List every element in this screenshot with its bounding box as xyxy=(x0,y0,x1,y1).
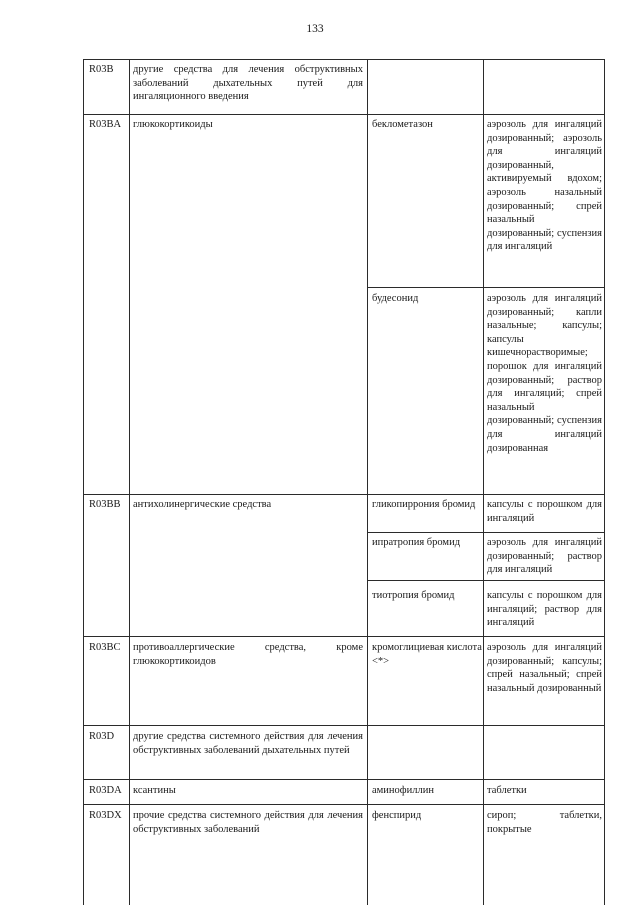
drug-name: аминофиллин xyxy=(372,785,434,796)
drug-table xyxy=(83,59,605,905)
row-divider xyxy=(367,580,605,581)
row-divider xyxy=(83,779,605,780)
row-divider xyxy=(83,114,605,115)
drug-name: тиотропия бромид xyxy=(372,590,455,601)
drug-name: фенспирид xyxy=(372,810,422,821)
dosage-forms: капсулы с порошком для ингаляций xyxy=(487,499,602,524)
page-number: 133 xyxy=(306,23,324,35)
row-divider xyxy=(83,725,605,726)
group-description: ксантины xyxy=(133,785,176,796)
dosage-forms: аэрозоль для ингаляций дозированный; капсулы; спрей назальный; спрей назальный дозированный xyxy=(487,642,602,694)
row-divider xyxy=(83,636,605,637)
group-description: другие средства для лечения обструктивных заболеваний дыхательных путей для ингаляционного введения xyxy=(133,64,363,103)
group-description: глюкокортикоиды xyxy=(133,119,213,130)
atc-code: R03BA xyxy=(89,119,122,130)
drug-name: беклометазон xyxy=(372,119,433,130)
group-description: прочие средства системного действия для лечения обструктивных заболеваний xyxy=(133,810,363,835)
dosage-forms: капсулы с порошком для ингаляций; раствор для ингаляций xyxy=(487,590,602,629)
atc-code: R03BC xyxy=(89,642,121,653)
row-divider xyxy=(367,532,605,533)
group-description: антихолинергические средства xyxy=(133,499,272,510)
row-divider xyxy=(367,287,605,288)
group-description: противоаллергические средства, кроме глюкокортикоидов xyxy=(133,642,363,667)
row-divider xyxy=(83,494,605,495)
dosage-forms: аэрозоль для ингаляций дозированный; аэрозоль для ингаляций дозированный, активируемый вдохом; аэрозоль назальный дозированный; спрей назальный дозированный; суспензия для ингаляций xyxy=(487,119,602,253)
dosage-forms: сироп; таблетки, покрытые xyxy=(487,810,602,835)
atc-code: R03D xyxy=(89,731,115,742)
atc-code: R03BB xyxy=(89,499,121,510)
drug-name: ипратропия бромид xyxy=(372,537,461,548)
atc-code: R03B xyxy=(89,64,114,75)
atc-code: R03DX xyxy=(89,810,122,821)
dosage-forms: аэрозоль для ингаляций дозированный; капли назальные; капсулы; капсулы кишечнорастворимые; порошок для ингаляций дозированный; раствор для ингаляций; спрей назальный дозированный; суспензия для ингаляций дозированная xyxy=(487,293,602,454)
row-divider xyxy=(83,59,605,60)
drug-name: кромоглициевая кислота <*> xyxy=(372,642,482,667)
drug-name: будесонид xyxy=(372,293,419,304)
group-description: другие средства системного действия для лечения обструктивных заболеваний дыхательных путей xyxy=(133,731,363,756)
atc-code: R03DA xyxy=(89,785,122,796)
dosage-forms: аэрозоль для ингаляций дозированный; раствор для ингаляций xyxy=(487,537,602,576)
row-divider xyxy=(83,804,605,805)
dosage-forms: таблетки xyxy=(487,785,527,796)
drug-name: гликопиррония бромид xyxy=(372,499,476,510)
